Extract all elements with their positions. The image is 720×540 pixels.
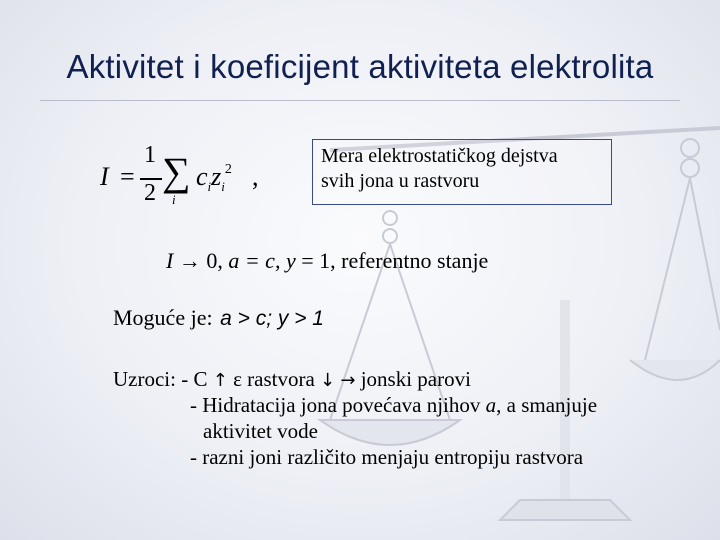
cause-2-b: , a smanjuje bbox=[496, 393, 598, 417]
causes-label: Uzroci: bbox=[113, 367, 182, 391]
var-a: a bbox=[228, 248, 240, 273]
reference-state-line bbox=[166, 248, 488, 274]
cause-1-b: ε rastvora bbox=[227, 367, 321, 391]
reference-rest: = 1, referentno stanje bbox=[295, 248, 489, 273]
arrow-up-icon: ↑ bbox=[212, 370, 228, 391]
arrow-down-icon: ↓ bbox=[320, 370, 336, 391]
arrow-zero: → 0, bbox=[173, 248, 229, 273]
slide-title: Aktivitet i koeficijent aktiviteta elektrolita bbox=[66, 48, 654, 85]
formula-denominator: 2 bbox=[144, 180, 156, 206]
formula-terms bbox=[196, 162, 232, 195]
var-y: y bbox=[285, 248, 296, 273]
formula-lhs: I bbox=[100, 162, 109, 191]
sum-symbol: ∑ bbox=[162, 149, 191, 194]
formula-numerator: 1 bbox=[144, 142, 156, 168]
term-c-sub: i bbox=[207, 179, 212, 195]
formula-comma: , bbox=[252, 162, 259, 191]
cause-line-2 bbox=[190, 392, 597, 418]
possible-expression: a > c; y > 1 bbox=[220, 307, 324, 330]
arrow-right-icon: → bbox=[340, 370, 356, 391]
sum-index: i bbox=[172, 192, 176, 207]
definition-box bbox=[312, 139, 612, 205]
cause-1-a: - C bbox=[181, 367, 213, 391]
box-line-2: svih jona u rastvoru bbox=[321, 170, 480, 192]
eq-c: = c, bbox=[239, 248, 286, 273]
box-line-1: Mera elektrostatičkog dejstva bbox=[321, 145, 558, 167]
term-z-sub: i bbox=[221, 179, 225, 195]
cause-2-a: - Hidratacija jona povećava njihov bbox=[190, 393, 486, 417]
term-z: z bbox=[211, 162, 222, 191]
cause-2-var: a bbox=[485, 393, 497, 417]
cause-line-3: - razni joni različito menjaju entropiju rastvora bbox=[190, 445, 584, 469]
term-c: c bbox=[196, 162, 208, 191]
cause-1-c: jonski parovi bbox=[355, 367, 471, 391]
term-z-sup: 2 bbox=[224, 162, 232, 177]
cause-line-1 bbox=[113, 366, 471, 394]
possible-line bbox=[113, 305, 324, 331]
var-I: I bbox=[166, 248, 174, 273]
possible-label: Moguće je: bbox=[113, 305, 219, 330]
formula-equals: = bbox=[120, 162, 135, 191]
cause-line-2-cont: aktivitet vode bbox=[203, 419, 318, 443]
title-divider bbox=[40, 100, 680, 101]
